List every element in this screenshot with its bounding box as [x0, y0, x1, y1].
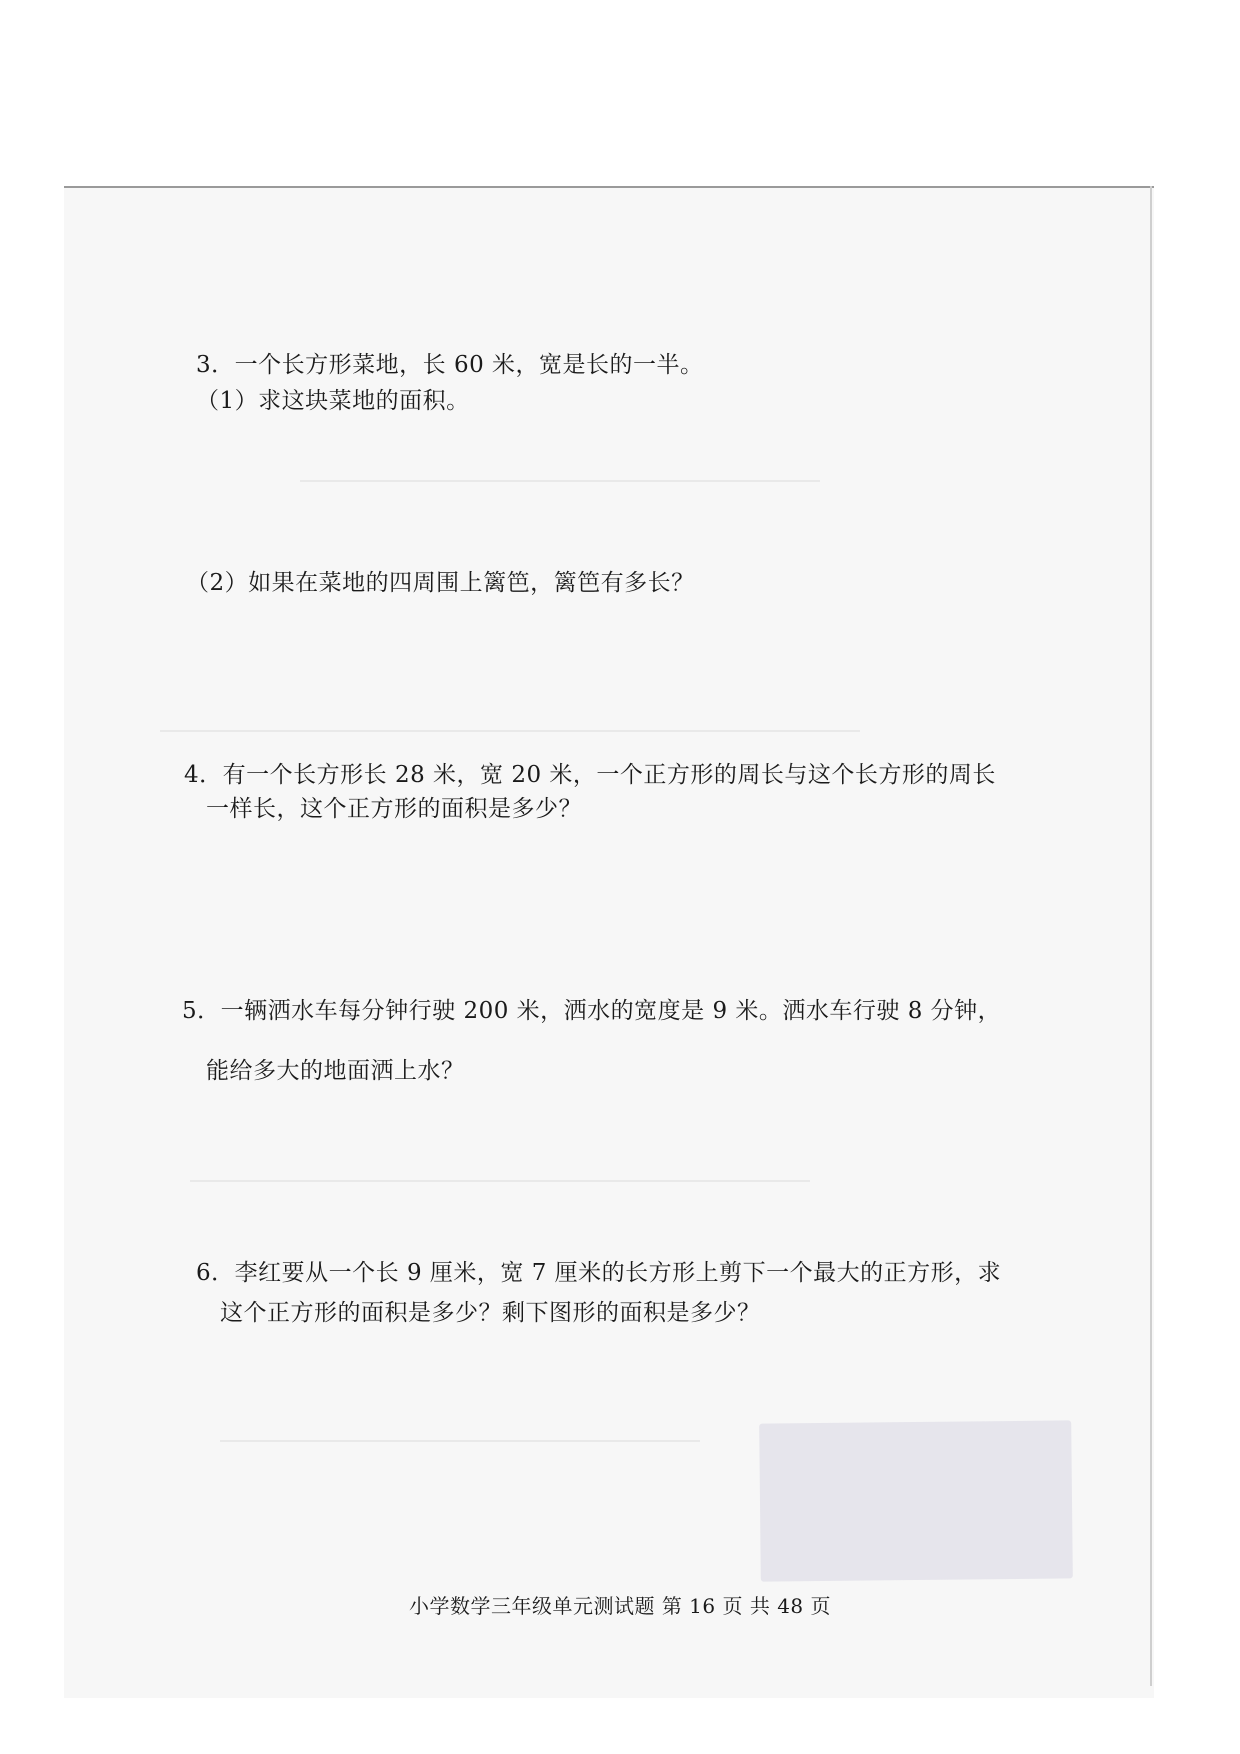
question-3-part1: （1）求这块菜地的面积。 — [196, 388, 470, 414]
question-5-line1: 5．一辆洒水车每分钟行驶 200 米，洒水的宽度是 9 米。洒水车行驶 8 分钟， — [182, 998, 1002, 1024]
page-footer: 小学数学三年级单元测试题 第 16 页 共 48 页 — [408, 1594, 832, 1618]
question-3-part2: （2）如果在菜地的四周围上篱笆，篱笆有多长？ — [186, 570, 695, 596]
question-3-line1: 3．一个长方形菜地，长 60 米，宽是长的一半。 — [196, 352, 704, 378]
question-4-line2: 一样长，这个正方形的面积是多少？ — [206, 796, 582, 822]
tape-patch — [759, 1420, 1073, 1581]
question-6-line1: 6．李红要从一个长 9 厘米，宽 7 厘米的长方形上剪下一个最大的正方形，求 — [196, 1260, 1002, 1286]
bleed-through-mark — [300, 480, 820, 482]
bleed-through-mark — [190, 1180, 810, 1182]
question-6-line2: 这个正方形的面积是多少？剩下图形的面积是多少？ — [220, 1300, 761, 1326]
bleed-through-mark — [160, 730, 860, 732]
question-5-line2: 能给多大的地面洒上水？ — [206, 1058, 465, 1084]
question-4-line1: 4．有一个长方形长 28 米，宽 20 米，一个正方形的周长与这个长方形的周长 — [184, 762, 996, 788]
bleed-through-mark — [220, 1440, 700, 1442]
paper-edge — [1150, 186, 1152, 1686]
